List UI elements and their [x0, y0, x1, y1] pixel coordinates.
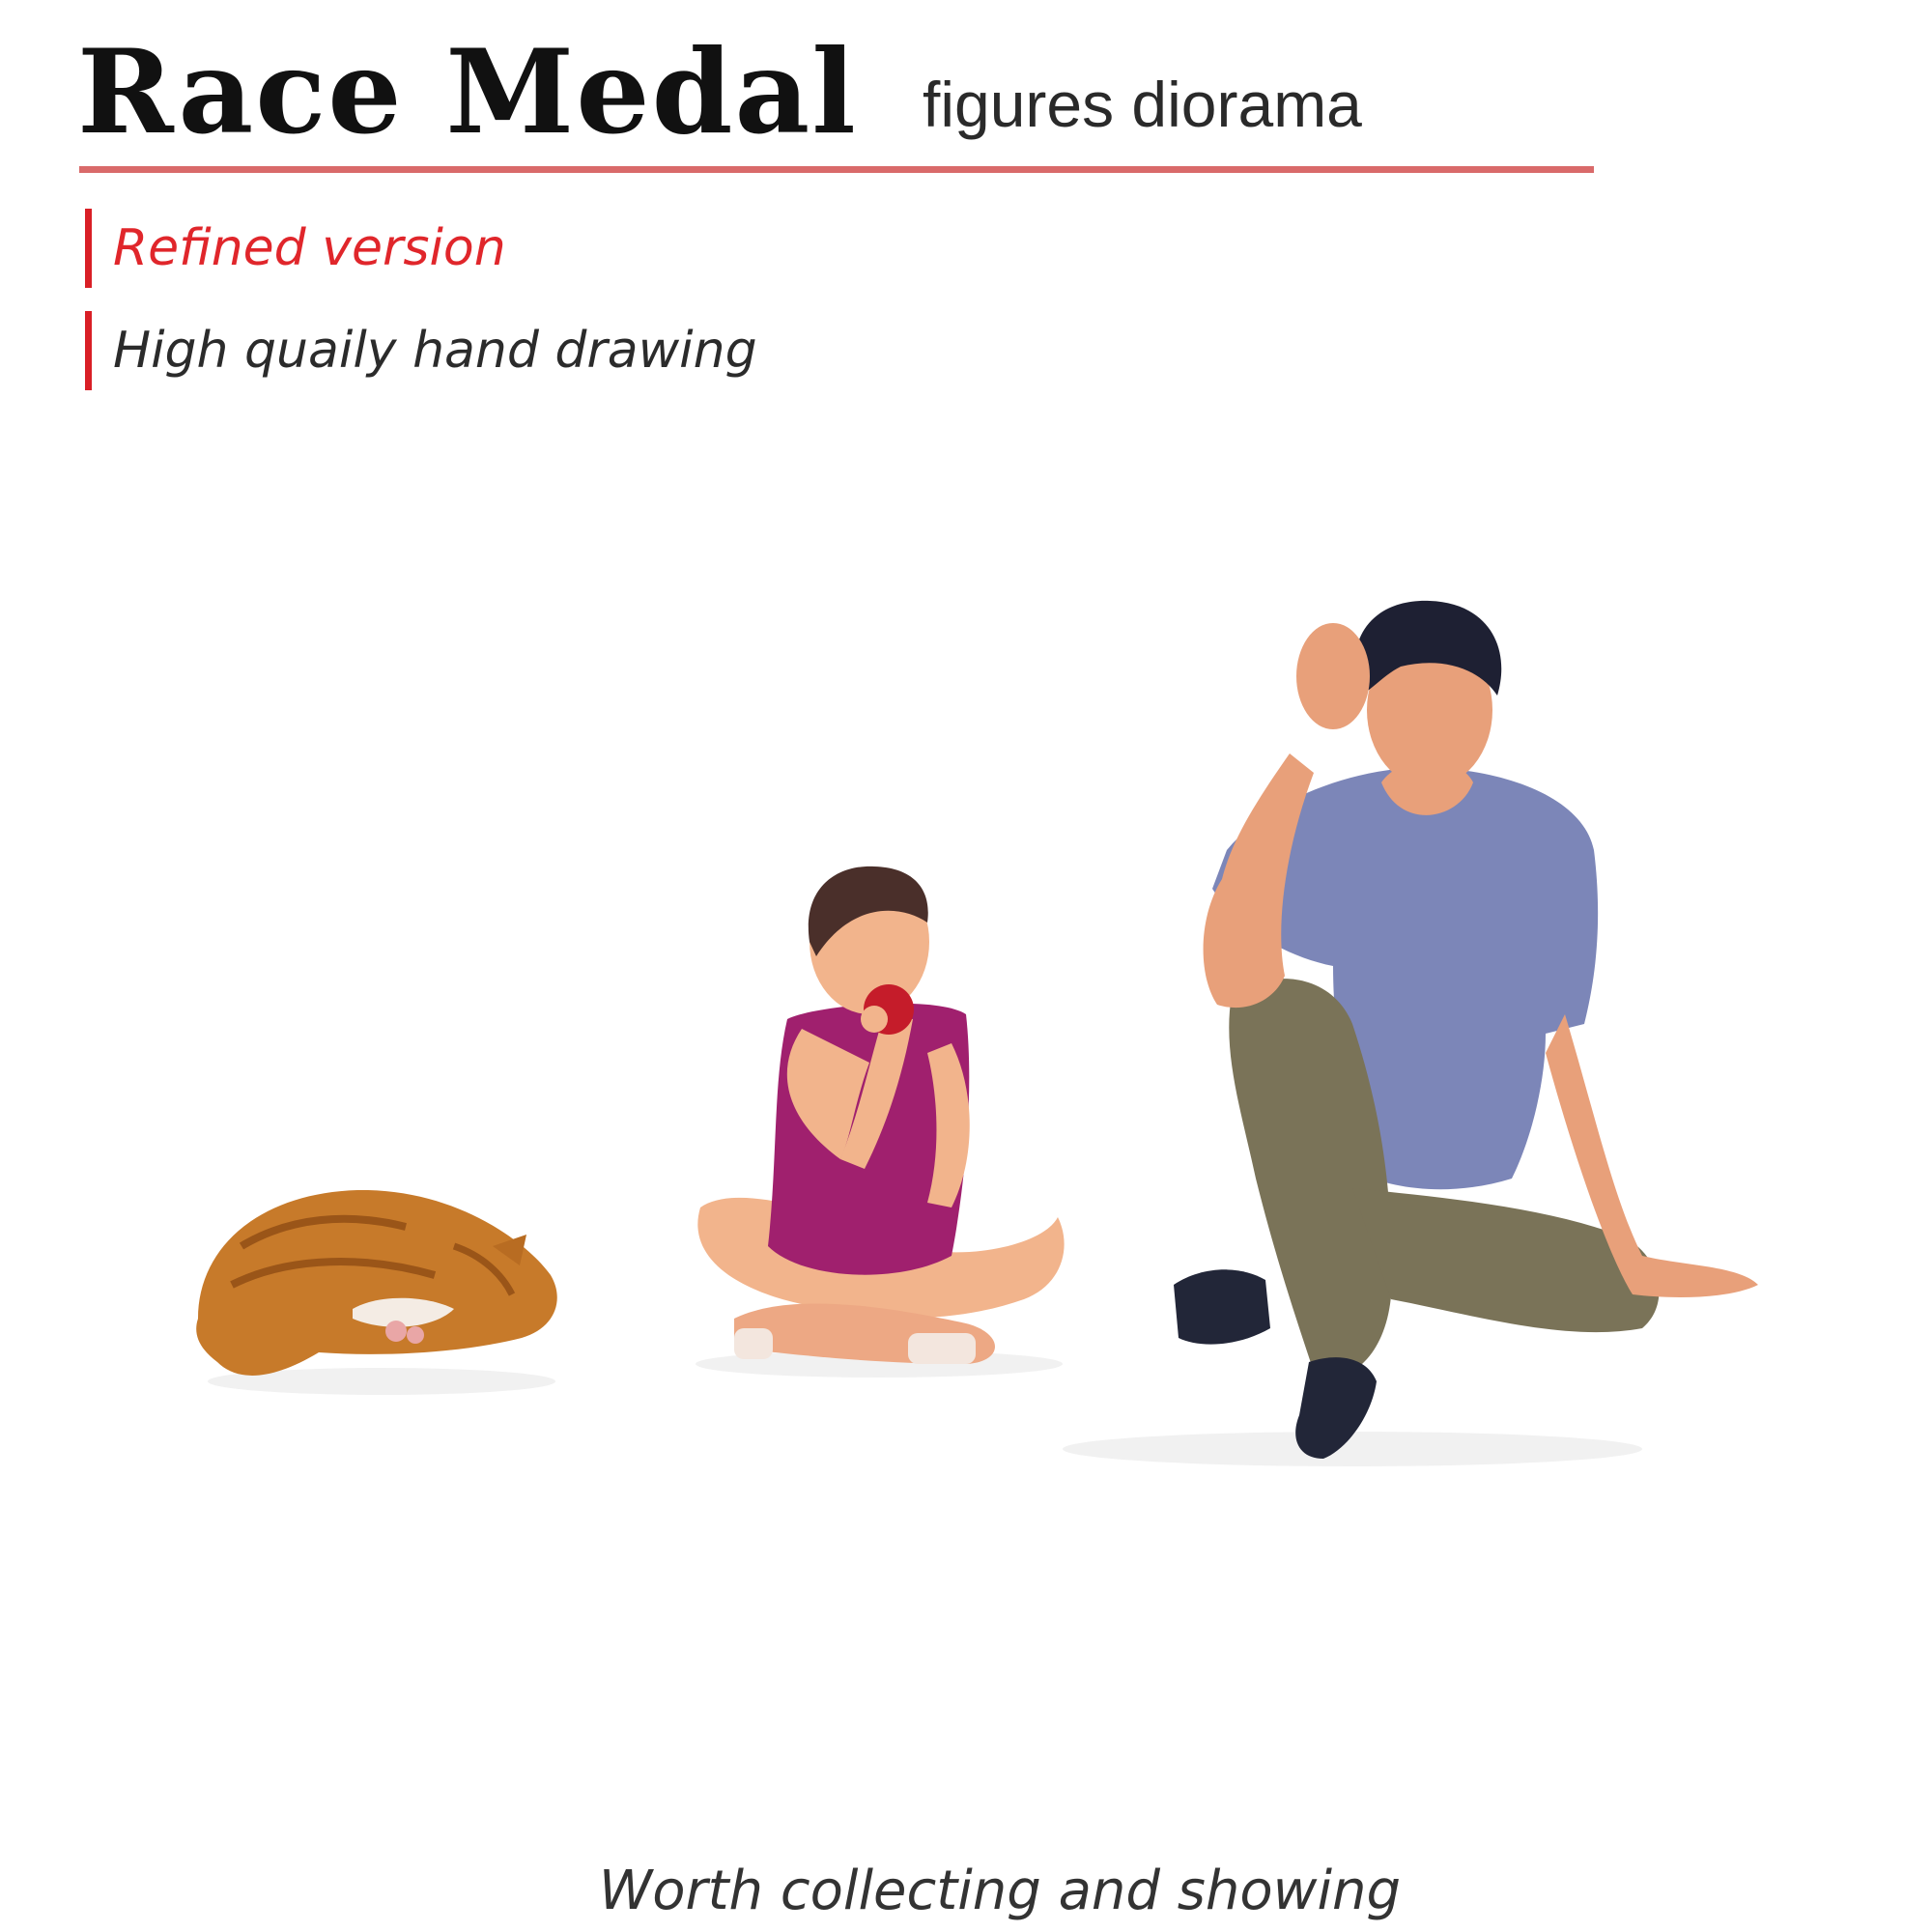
product-subtitle: figures diorama — [923, 69, 1362, 140]
sleeping-cat-figure — [196, 1190, 557, 1395]
feature-refined-version: Refined version — [85, 209, 506, 288]
footer-tagline: Worth collecting and showing — [598, 1860, 1402, 1922]
feature-hand-drawing: High quaily hand drawing — [85, 311, 757, 390]
sitting-girl-figure — [696, 867, 1065, 1378]
sitting-man-figure — [1063, 601, 1758, 1466]
product-title: Race Medal — [77, 24, 858, 160]
